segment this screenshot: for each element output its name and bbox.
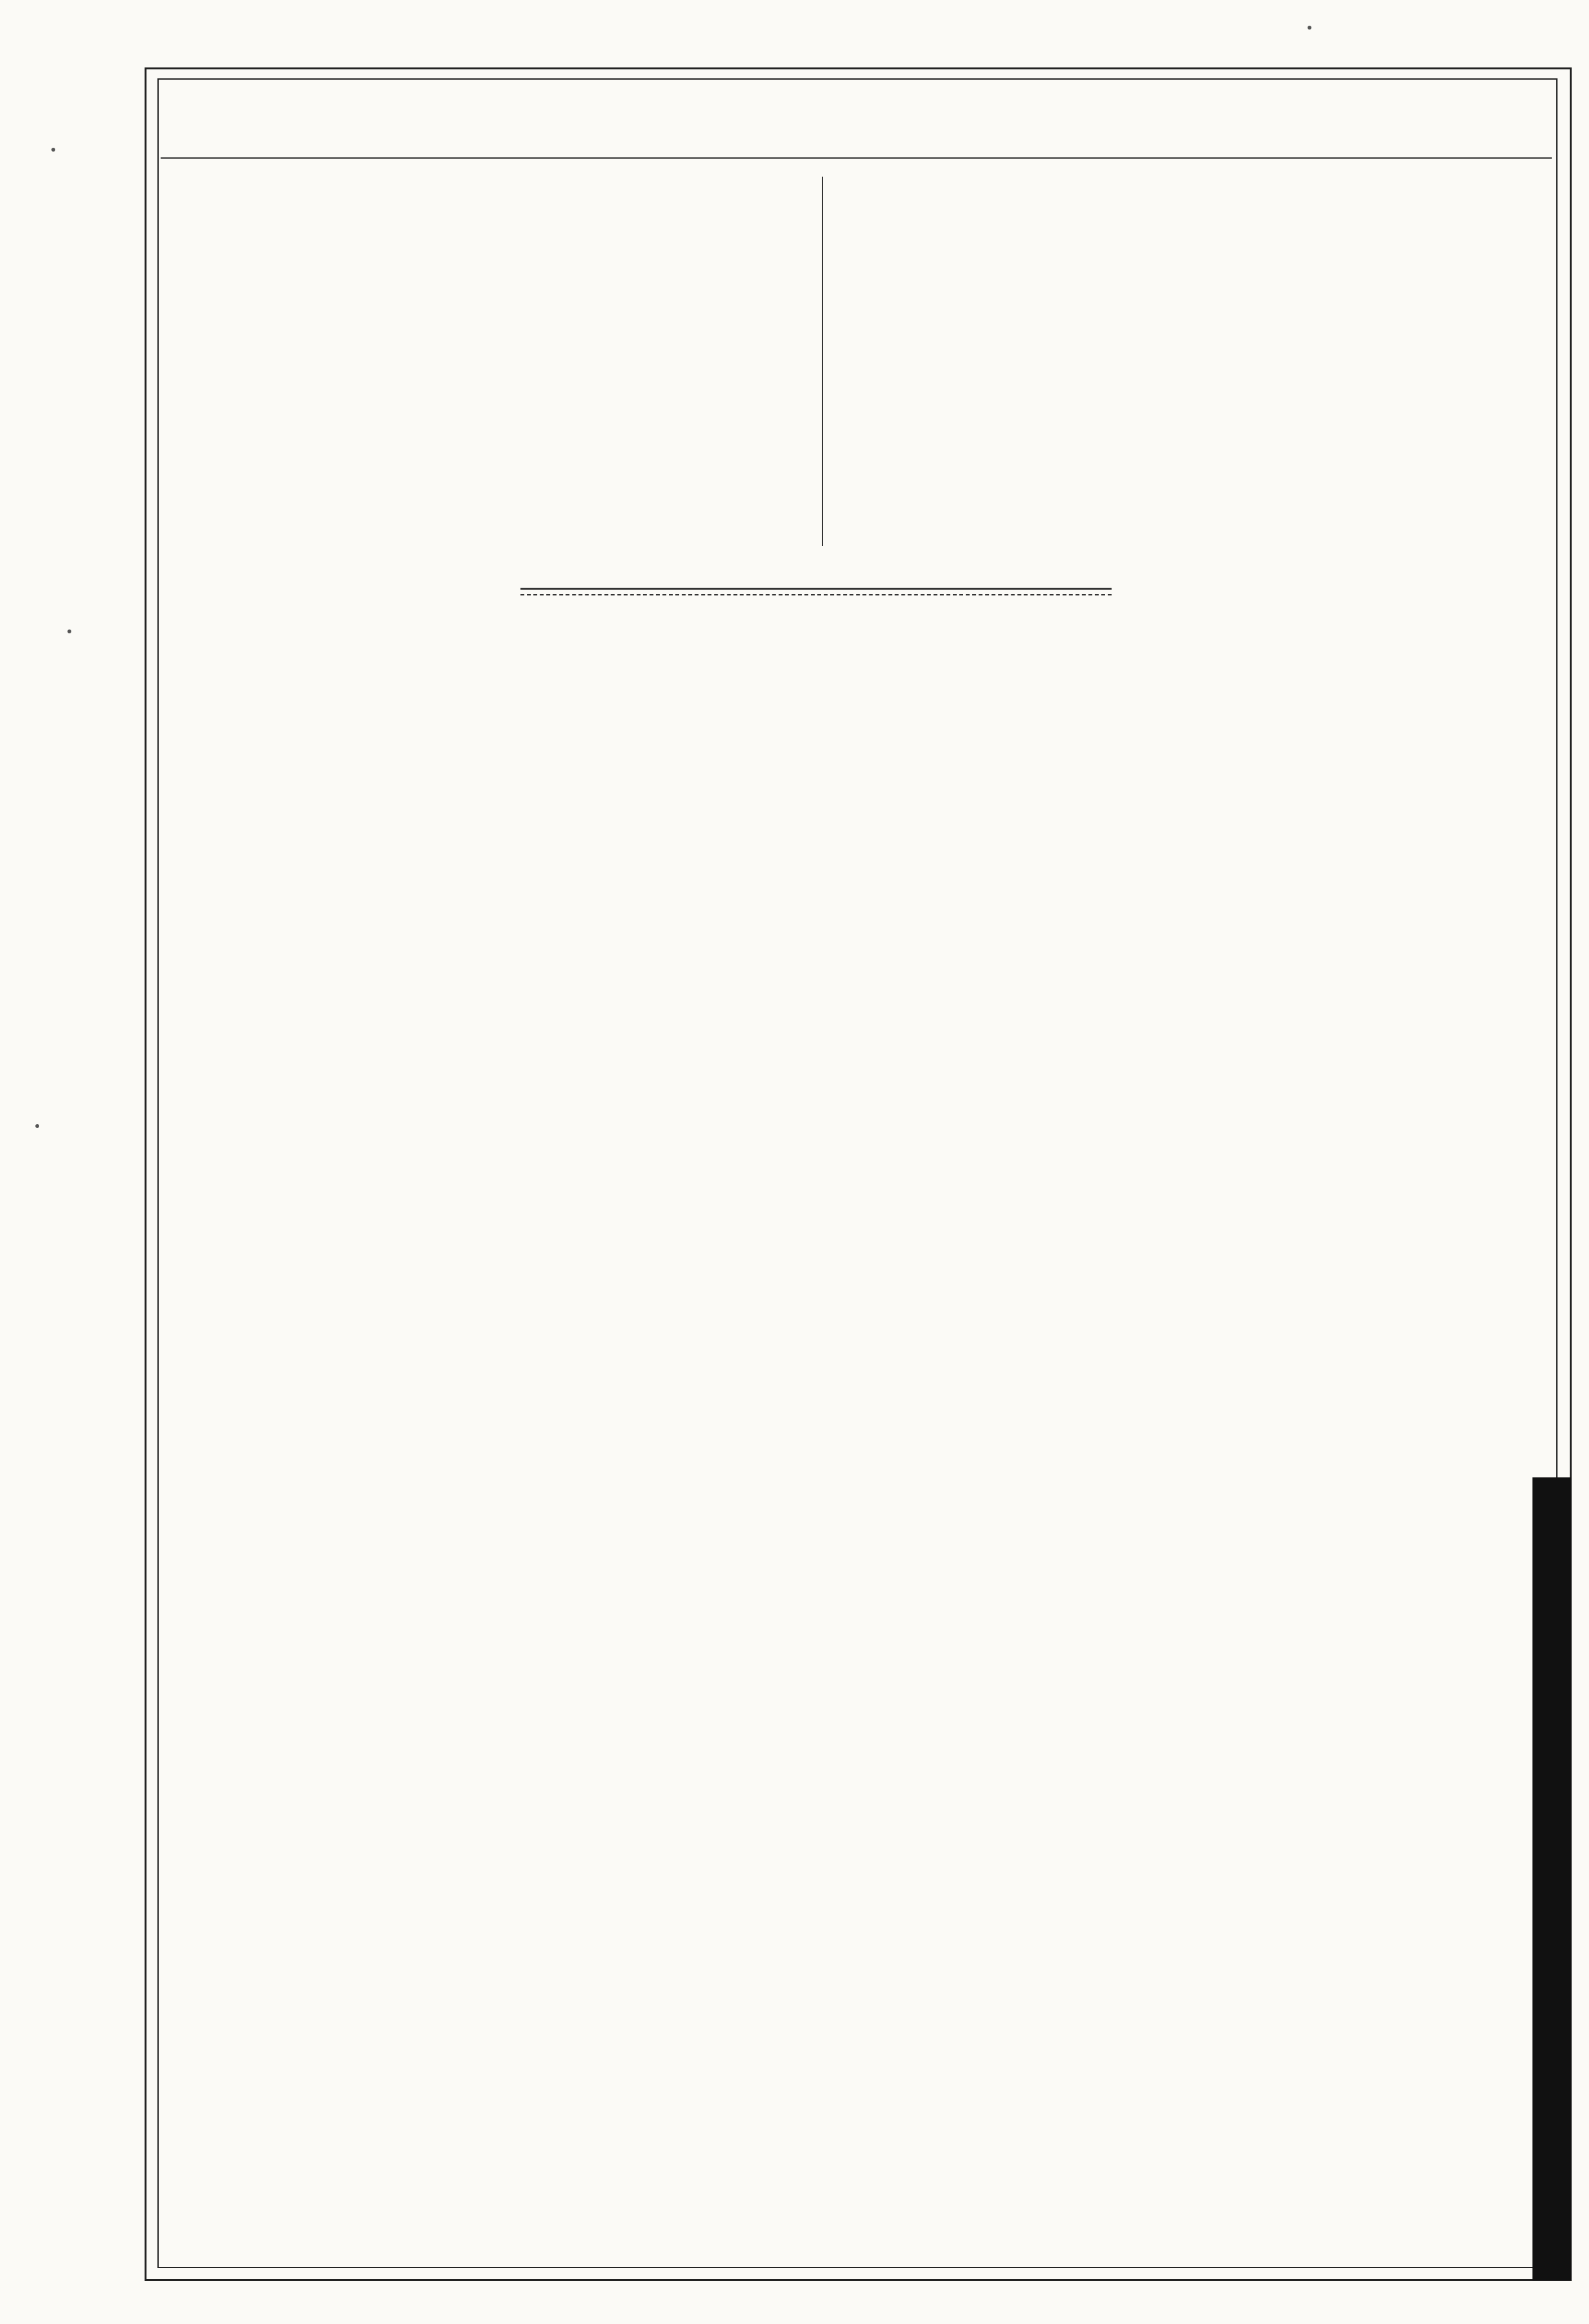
- tune-name: [337, 678, 357, 896]
- verse-2-lyric-line: [475, 732, 501, 1953]
- scan-edge-shadow: [1532, 1477, 1571, 2280]
- scan-speck: [1308, 26, 1311, 30]
- song-title: [328, 861, 373, 1709]
- verse-3-second-line: [813, 1285, 839, 1927]
- verse-1-lyric-line: [450, 732, 475, 1953]
- scan-speck: [51, 148, 55, 152]
- music-section-label: [209, 1195, 286, 1362]
- verse-1-second-line: [761, 1285, 787, 1927]
- scan-speck: [35, 1124, 39, 1128]
- chorus-lyric-part-3: [1089, 713, 1115, 1933]
- verse-3-lyric-line: [501, 732, 527, 1953]
- chorus-label: [649, 1105, 668, 1208]
- verse-2-second-line: [787, 1285, 813, 1927]
- chorus-lyric-part-1: [781, 674, 806, 1253]
- scan-speck: [67, 629, 71, 633]
- chorus-lyric-part-2: [945, 687, 970, 1265]
